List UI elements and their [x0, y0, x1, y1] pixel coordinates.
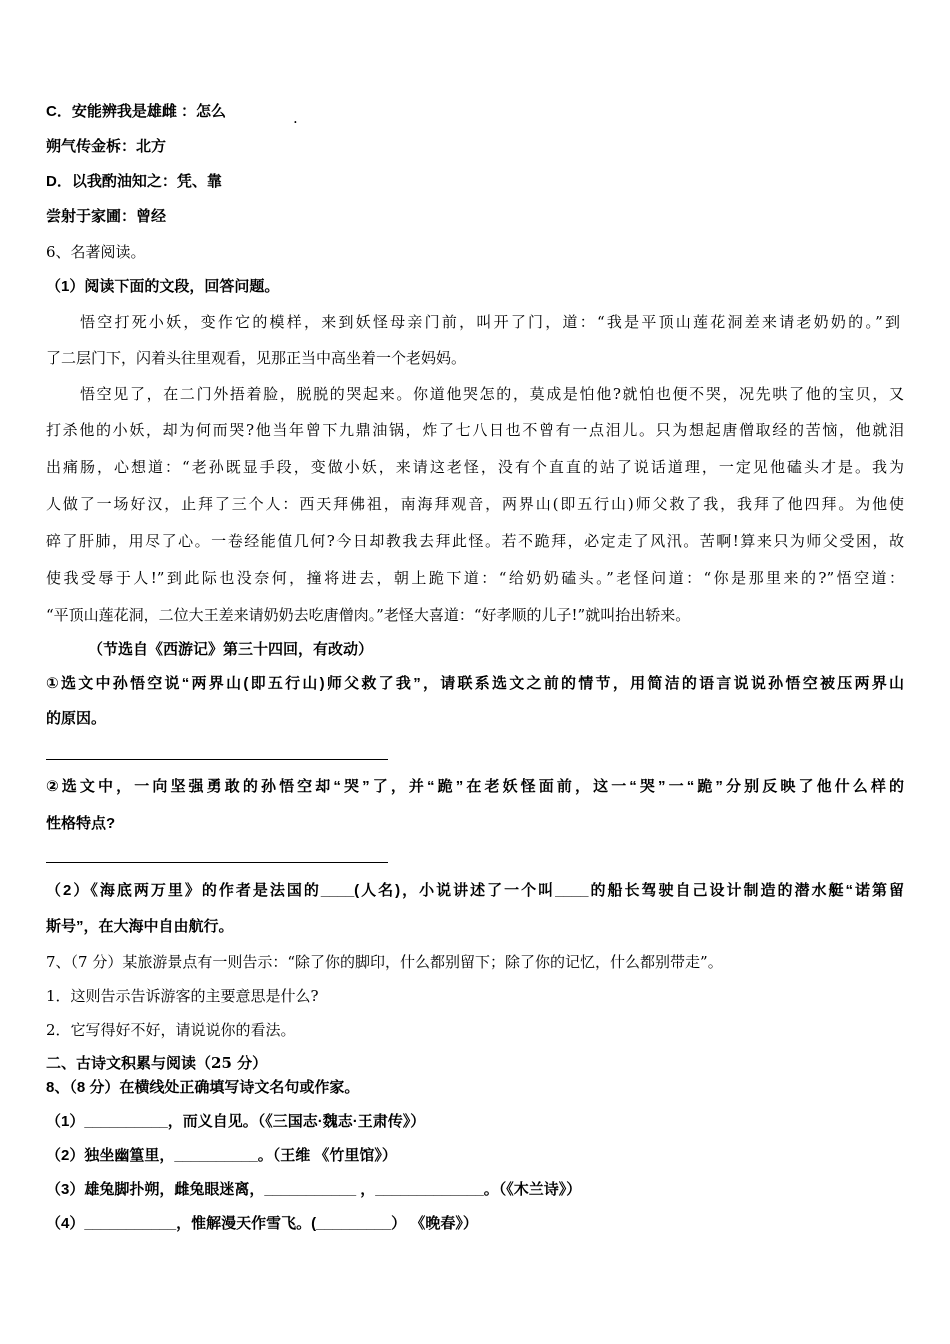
section-2-heading: 二、古诗文积累与阅读（25 分）	[46, 1054, 268, 1072]
answer-line-b[interactable]	[46, 862, 388, 863]
option-c-line-2: 朔气传金柝：北方	[46, 138, 167, 155]
option-d-line-2: 尝射于家圃：曾经	[46, 208, 167, 225]
question-7: 7、（7 分）某旅游景点有一则告示：“除了你的脚印，什么都别留下；除了你的记忆，什么都别带走”。	[46, 953, 723, 971]
option-c-line: C．安能辨我是雄雌 ：怎么	[46, 103, 227, 120]
question-6-part-2-line-2: 斯号”，在大海中自由航行。	[46, 918, 234, 935]
stray-dot: .	[293, 109, 298, 127]
passage-p1-line-2: 了二层门下，闪着头往里观看，见那正当中高坐着一个老妈妈。	[46, 349, 467, 367]
passage-p2-line-6: 使我受辱于人!”到此际也没奈何，撞将进去，朝上跪下道：“给奶奶磕头。”老怪问道：“你是那里来的?”悟空道：	[46, 569, 904, 587]
passage-p2-line-2: 打杀他的小妖，却为何而哭?他当年曾下九鼎油锅，炸了七八日也不曾有一点泪儿。只为想起唐僧取经的苦恼，他就泪	[46, 421, 904, 439]
passage-p1-line-1: 悟空打死小妖，变作它的模样，来到妖怪母亲门前，叫开了门，道：“我是平顶山莲花洞差来请老奶奶的。”到	[80, 313, 900, 331]
answer-line-a[interactable]	[46, 759, 388, 760]
question-8-item-4: （4）___________，惟解漫天作雪飞。(_________） 《晚春》）	[46, 1215, 478, 1232]
question-6-part-2-line-1: （2）《海底两万里》的作者是法国的____(人名)，小说讲述了一个叫____的船长驾驶自己设计制造的潜水艇“诺第留	[46, 882, 904, 899]
question-6-sub-b-line-1: ②选文中，一向坚强勇敢的孙悟空却“哭”了，并“跪”在老妖怪面前，这一“哭”一“跪”分别反映了他什么样的	[46, 778, 904, 795]
passage-source: （节选自《西游记》第三十四回，有改动）	[88, 640, 374, 658]
question-8-item-1: （1）__________，而义自见。（《三国志·魏志·王肃传》）	[46, 1113, 426, 1130]
passage-p2-line-7: “平顶山莲花洞，二位大王差来请奶奶去吃唐僧肉。”老怪大喜道：“好孝顺的儿子!”就叫抬出轿来。	[46, 606, 691, 624]
question-7-item-2: 2．它写得好不好，请说说你的看法。	[46, 1021, 296, 1039]
question-8-item-3: （3）雄兔脚扑朔，雌兔眼迷离，___________ ，_____________。（《木兰诗》）	[46, 1181, 582, 1198]
question-7-item-1: 1．这则告示告诉游客的主要意思是什么?	[46, 987, 319, 1005]
option-d-line: D．以我酌油知之：凭、靠	[46, 173, 222, 190]
question-6-sub-a-line-1: ①选文中孙悟空说“两界山(即五行山)师父救了我”，请联系选文之前的情节，用简洁的语言说说孙悟空被压两界山	[46, 675, 904, 692]
question-6-sub-b-line-2: 性格特点?	[46, 815, 116, 832]
passage-p2-line-3: 出痛肠，心想道：“老孙既显手段，变做小妖，来请这老怪，没有个直直的站了说话道理，一定见他磕头才是。我为	[46, 458, 904, 476]
question-8-item-2: （2）独坐幽篁里，__________。（王维 《竹里馆》）	[46, 1147, 397, 1164]
question-6-part-1: （1）阅读下面的文段，回答问题。	[46, 278, 280, 295]
passage-p2-line-1: 悟空见了，在二门外捂着脸，脱脱的哭起来。你道他哭怎的，莫成是怕他?就怕也便不哭，况先哄了他的宝贝，又	[80, 385, 904, 403]
question-8-title: 8、（8 分）在横线处正确填写诗文名句或作家。	[46, 1079, 360, 1096]
question-6-title: 6、名著阅读。	[46, 243, 146, 261]
passage-p2-line-5: 碎了肝肺，用尽了心。一卷经能值几何?今日却教我去拜此怪。若不跪拜，必定走了风汛。苦啊!算来只为师父受困，故	[46, 532, 904, 550]
question-6-sub-a-line-2: 的原因。	[46, 710, 107, 727]
passage-p2-line-4: 人做了一场好汉，止拜了三个人：西天拜佛祖，南海拜观音，两界山(即五行山)师父救了我，我拜了他四拜。为他使	[46, 495, 904, 513]
